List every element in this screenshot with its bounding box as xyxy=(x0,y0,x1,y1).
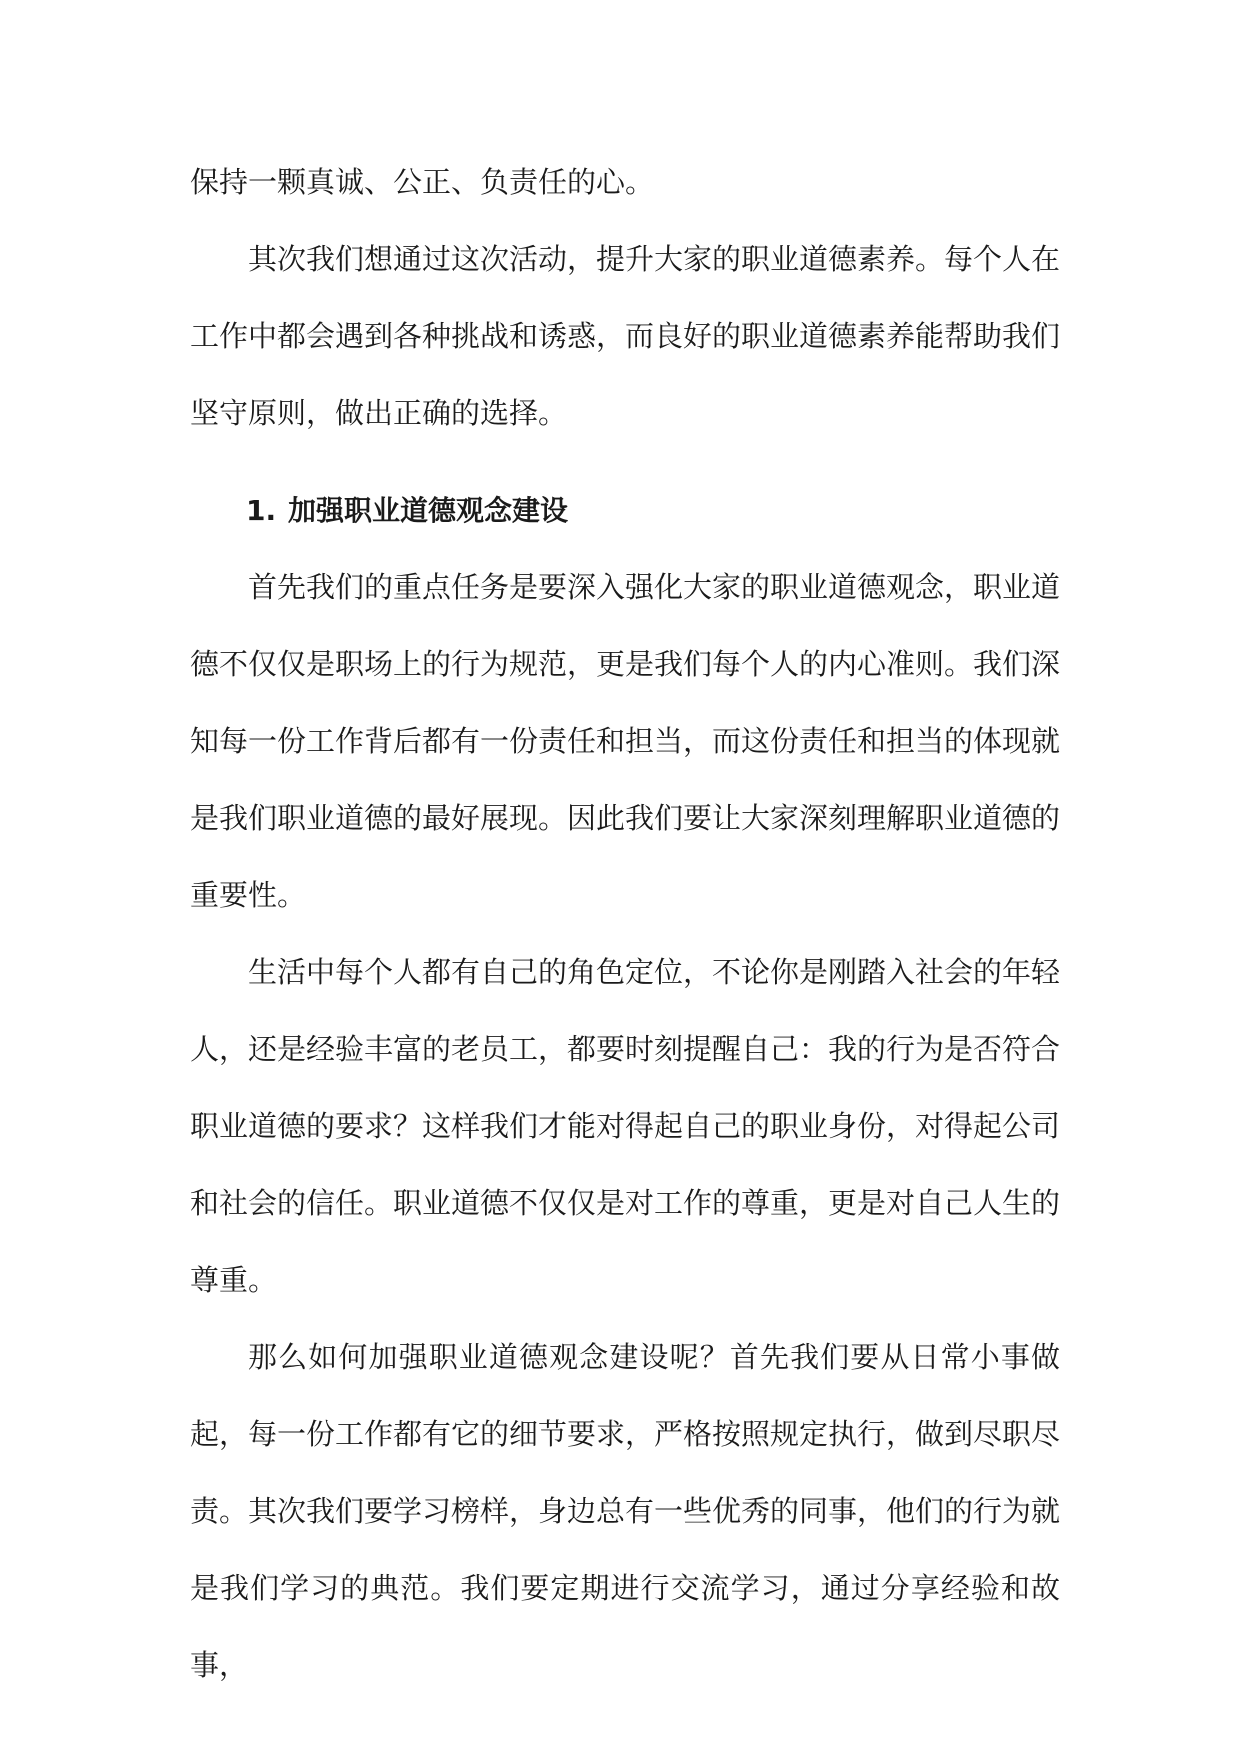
paragraph-2: 其次我们想通过这次活动，提升大家的职业道德素养。每个人在工作中都会遇到各种挑战和诱惑，而良好的职业道德素养能帮助我们坚守原则，做出正确的选择。 xyxy=(190,242,1061,430)
paragraph-4: 生活中每个人都有自己的角色定位，不论你是刚踏入社会的年轻人，还是经验丰富的老员工，都要时刻提醒自己：我的行为是否符合职业道德的要求？这样我们才能对得起自己的职业身份，对得起公司和社会的信任。职业道德不仅仅是对工作的尊重，更是对自己人生的尊重。 xyxy=(190,955,1061,1297)
paragraph-5: 那么如何加强职业道德观念建设呢？首先我们要从日常小事做起，每一份工作都有它的细节要求，严格按照规定执行，做到尽职尽责。其次我们要学习榜样，身边总有一些优秀的同事，他们的行为就是我们学习的典范。我们要定期进行交流学习，通过分享经验和故事， xyxy=(190,1340,1061,1682)
paragraph-fragment: 保持一颗真诚、公正、负责任的心。 xyxy=(190,165,655,199)
section-number: 1. xyxy=(246,494,277,527)
section-title: 加强职业道德观念建设 xyxy=(288,494,569,527)
document-body xyxy=(190,144,1060,1704)
paragraph-3: 首先我们的重点任务是要深入强化大家的职业道德观念，职业道德不仅仅是职场上的行为规范，更是我们每个人的内心准则。我们深知每一份工作背后都有一份责任和担当，而这份责任和担当的体现就是我们职业道德的最好展现。因此我们要让大家深刻理解职业道德的重要性。 xyxy=(190,570,1061,912)
section-heading-1 xyxy=(190,472,1060,549)
